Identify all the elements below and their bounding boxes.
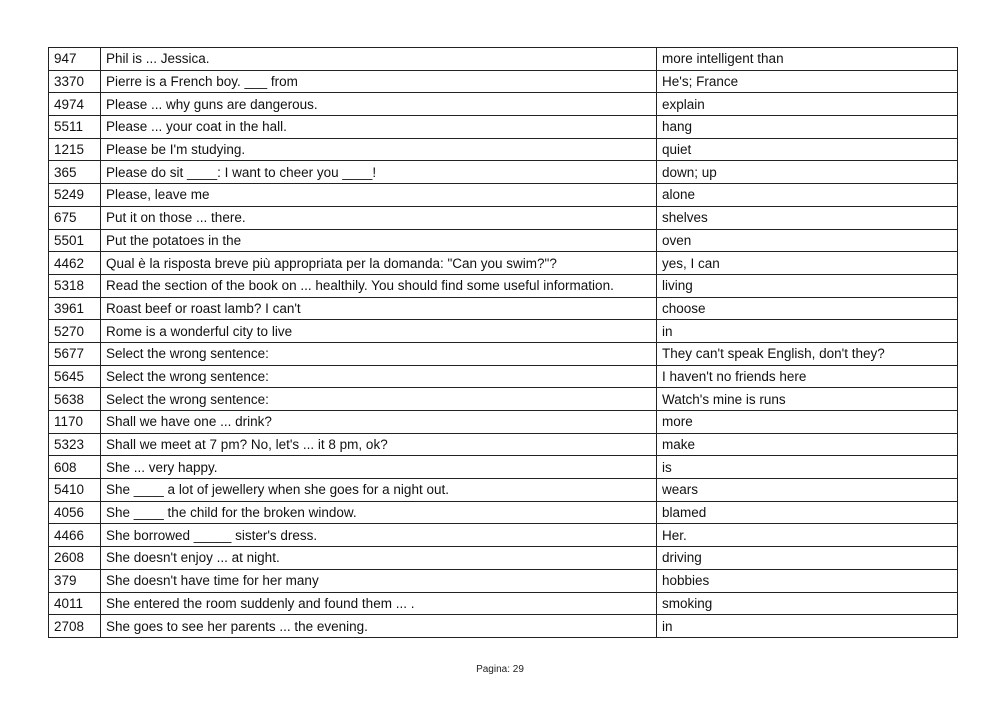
question-cell: She goes to see her parents ... the evening. xyxy=(101,615,657,638)
table-row xyxy=(49,342,958,365)
answer-cell: down; up xyxy=(657,161,958,184)
question-cell: She ____ a lot of jewellery when she goes for a night out. xyxy=(101,479,657,502)
answer-cell: explain xyxy=(657,93,958,116)
answer-cell: I haven't no friends here xyxy=(657,365,958,388)
table-row xyxy=(49,297,958,320)
question-table xyxy=(48,47,958,638)
answer-cell: Watch's mine is runs xyxy=(657,388,958,411)
answer-cell: driving xyxy=(657,547,958,570)
table-row xyxy=(49,48,958,71)
table-row xyxy=(49,547,958,570)
row-id-cell: 4011 xyxy=(49,592,101,615)
question-cell: She ____ the child for the broken window. xyxy=(101,501,657,524)
table-row xyxy=(49,569,958,592)
question-cell: Phil is ... Jessica. xyxy=(101,48,657,71)
table-row xyxy=(49,93,958,116)
table-row xyxy=(49,116,958,139)
answer-cell: He's; France xyxy=(657,70,958,93)
question-cell: Select the wrong sentence: xyxy=(101,365,657,388)
question-cell: Please ... why guns are dangerous. xyxy=(101,93,657,116)
table-row xyxy=(49,411,958,434)
question-cell: Roast beef or roast lamb? I can't xyxy=(101,297,657,320)
row-id-cell: 5638 xyxy=(49,388,101,411)
question-cell: Rome is a wonderful city to live xyxy=(101,320,657,343)
answer-cell: smoking xyxy=(657,592,958,615)
answer-cell: hang xyxy=(657,116,958,139)
table-row xyxy=(49,184,958,207)
row-id-cell: 2608 xyxy=(49,547,101,570)
answer-cell: more xyxy=(657,411,958,434)
row-id-cell: 947 xyxy=(49,48,101,71)
question-table-body xyxy=(49,48,958,638)
answer-cell: living xyxy=(657,274,958,297)
table-row xyxy=(49,479,958,502)
question-cell: Read the section of the book on ... healthily. You should find some useful information. xyxy=(101,274,657,297)
row-id-cell: 675 xyxy=(49,206,101,229)
row-id-cell: 5410 xyxy=(49,479,101,502)
question-cell: She doesn't enjoy ... at night. xyxy=(101,547,657,570)
row-id-cell: 2708 xyxy=(49,615,101,638)
question-cell: Shall we meet at 7 pm? No, let's ... it 8 pm, ok? xyxy=(101,433,657,456)
answer-cell: yes, I can xyxy=(657,252,958,275)
answer-cell: more intelligent than xyxy=(657,48,958,71)
answer-cell: make xyxy=(657,433,958,456)
answer-cell: alone xyxy=(657,184,958,207)
row-id-cell: 5318 xyxy=(49,274,101,297)
row-id-cell: 5323 xyxy=(49,433,101,456)
question-cell: Pierre is a French boy. ___ from xyxy=(101,70,657,93)
answer-cell: shelves xyxy=(657,206,958,229)
row-id-cell: 5270 xyxy=(49,320,101,343)
question-cell: She entered the room suddenly and found them ... . xyxy=(101,592,657,615)
table-row xyxy=(49,70,958,93)
question-cell: Please be I'm studying. xyxy=(101,138,657,161)
table-row xyxy=(49,501,958,524)
table-row xyxy=(49,388,958,411)
row-id-cell: 3370 xyxy=(49,70,101,93)
table-row xyxy=(49,274,958,297)
answer-cell: oven xyxy=(657,229,958,252)
question-cell: Please ... your coat in the hall. xyxy=(101,116,657,139)
table-row xyxy=(49,456,958,479)
row-id-cell: 5249 xyxy=(49,184,101,207)
question-cell: She ... very happy. xyxy=(101,456,657,479)
question-cell: Please, leave me xyxy=(101,184,657,207)
row-id-cell: 5501 xyxy=(49,229,101,252)
question-table-container xyxy=(48,47,957,638)
question-cell: She doesn't have time for her many xyxy=(101,569,657,592)
answer-cell: choose xyxy=(657,297,958,320)
table-row xyxy=(49,229,958,252)
row-id-cell: 4466 xyxy=(49,524,101,547)
question-cell: Put the potatoes in the xyxy=(101,229,657,252)
table-row xyxy=(49,524,958,547)
table-row xyxy=(49,592,958,615)
row-id-cell: 3961 xyxy=(49,297,101,320)
answer-cell: quiet xyxy=(657,138,958,161)
question-cell: She borrowed _____ sister's dress. xyxy=(101,524,657,547)
answer-cell: wears xyxy=(657,479,958,502)
row-id-cell: 5677 xyxy=(49,342,101,365)
question-cell: Put it on those ... there. xyxy=(101,206,657,229)
row-id-cell: 5511 xyxy=(49,116,101,139)
answer-cell: is xyxy=(657,456,958,479)
table-row xyxy=(49,433,958,456)
question-cell: Shall we have one ... drink? xyxy=(101,411,657,434)
answer-cell: hobbies xyxy=(657,569,958,592)
page-number: Pagina: 29 xyxy=(476,664,524,675)
question-cell: Select the wrong sentence: xyxy=(101,388,657,411)
table-row xyxy=(49,615,958,638)
table-row xyxy=(49,252,958,275)
row-id-cell: 4056 xyxy=(49,501,101,524)
table-row xyxy=(49,365,958,388)
row-id-cell: 4462 xyxy=(49,252,101,275)
row-id-cell: 379 xyxy=(49,569,101,592)
question-cell: Please do sit ____: I want to cheer you ____! xyxy=(101,161,657,184)
table-row xyxy=(49,138,958,161)
table-row xyxy=(49,161,958,184)
row-id-cell: 5645 xyxy=(49,365,101,388)
row-id-cell: 1215 xyxy=(49,138,101,161)
row-id-cell: 365 xyxy=(49,161,101,184)
table-row xyxy=(49,206,958,229)
row-id-cell: 1170 xyxy=(49,411,101,434)
question-cell: Qual è la risposta breve più appropriata per la domanda: "Can you swim?"? xyxy=(101,252,657,275)
answer-cell: They can't speak English, don't they? xyxy=(657,342,958,365)
question-cell: Select the wrong sentence: xyxy=(101,342,657,365)
answer-cell: Her. xyxy=(657,524,958,547)
row-id-cell: 4974 xyxy=(49,93,101,116)
answer-cell: in xyxy=(657,320,958,343)
row-id-cell: 608 xyxy=(49,456,101,479)
table-row xyxy=(49,320,958,343)
answer-cell: in xyxy=(657,615,958,638)
answer-cell: blamed xyxy=(657,501,958,524)
